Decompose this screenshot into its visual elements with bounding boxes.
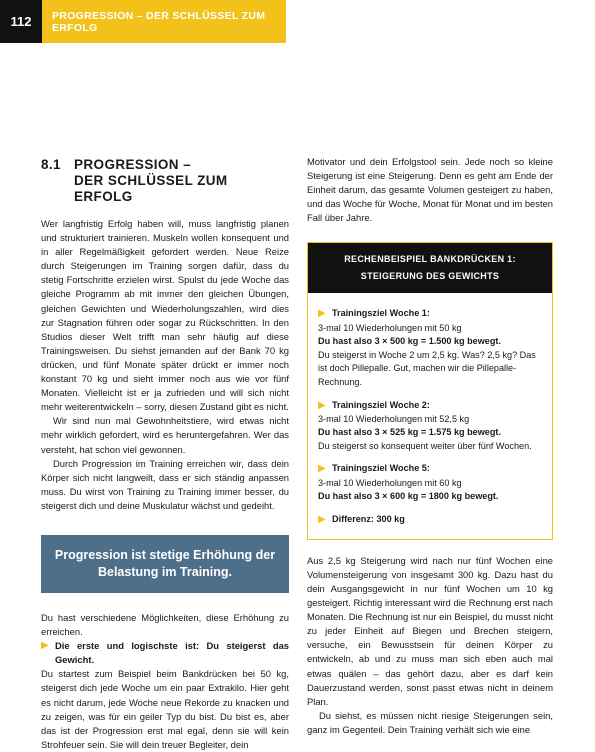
section-title-line1: PROGRESSION – xyxy=(74,157,191,172)
bullet-item xyxy=(41,639,289,667)
paragraph: Wer langfristig Erfolg haben will, muss langfristig planen und strukturiert trainieren. Muskeln wollen konsequent und in aller Regelmäßigkeit gefordert werden. Neue Reize durch Steigerungen im Training sorgen dafür, dass du stetig Fortschritte erzielen wirst. Spulst du jede Woche das gleiche Programm ab mit immer den gleichen Übungen, gleichen Gewichten und Wiederholungszahlen, wird dies zur Stagnation führen oder sogar zu Rückschritten. In den Studios dieser Welt trifft man sehr häufig auf diese Trainingsweisen. Du siehst jemanden auf der Bank 70 kg drücken, und fünf Monate später drückt er immer noch konstant 70 kg und sieht immer noch aus wie vor fünf Monaten. Vielleicht ist er ja zufrieden und will sich nicht mehr weiterentwickeln – sorry, diesen Zustand gibt es nicht. xyxy=(41,218,289,413)
example-box-title-line1: RECHENBEISPIEL BANKDRÜCKEN 1: xyxy=(344,254,516,265)
example-item xyxy=(318,399,544,454)
example-item-line: 3-mal 10 Wiederholungen mit 50 kg xyxy=(318,322,462,333)
paragraph: Aus 2,5 kg Steigerung wird nach nur fünf Wochen eine Volumensteigerung von insgesamt 300 kg. Dazu hast du dein Ausgangsgewicht in nur fünf Wochen um 10 kg gesteigert. Richtig interessant wird die Rechnung erst nach Monaten. Die Rechnung ist nur ein Beispiel, du musst nicht zu jeder Einheit auf Biegen und Brechen steigern, versuche, ein Bewusstsein für deinen Körper zu entwickeln, ab und zu muss man sich eben auch mal etwas quälen – das gehört dazu, aber es darf kein Dauerzustand werden, sonst passt etwas nicht in deinem Plan. xyxy=(307,554,553,707)
page-number: 112 xyxy=(0,0,42,43)
paragraph: Du startest zum Beispiel beim Bankdrücken bei 50 kg, steigerst dich jede Woche um ein paar Extrakilo. Hier geht es nicht darum, jede Woche neue Rekorde zu knacken und zu zeigen, was für ein geiler Typ du bist. Du bist es, aber das ist der Progression erst mal egal, denn sie will kein Strohfeuer sein. Sie will dein treuer Begleiter, dein xyxy=(41,668,289,750)
triangle-right-icon: ▶ xyxy=(318,308,326,320)
running-title: PROGRESSION – DER SCHLÜSSEL ZUM ERFOLG xyxy=(42,0,286,43)
right-column xyxy=(307,155,553,737)
left-column xyxy=(41,155,289,752)
triangle-right-icon: ▶ xyxy=(41,640,49,652)
paragraph: Durch Progression im Training erreichen wir, dass dein Körper sich nicht langweilt, dass er sich ständig anpassen muss. Du wirst von Training zu Training immer besser, du steigerst dich und deine Muskulatur wächst und gedeiht. xyxy=(41,457,289,511)
example-box xyxy=(307,242,553,539)
example-item-result: Du hast also 3 × 600 kg = 1800 kg bewegt. xyxy=(318,491,499,502)
triangle-right-icon: ▶ xyxy=(318,513,326,525)
paragraph: Wir sind nun mal Gewohnheitstiere, wird etwas nicht mehr wirklich gefordert, wird es heruntergefahren. Wer das versteht, hat schon viel gewonnen. xyxy=(41,415,289,455)
example-box-body xyxy=(308,293,552,538)
example-item xyxy=(318,462,544,503)
triangle-right-icon: ▶ xyxy=(318,463,326,475)
example-item-line: 3-mal 10 Wiederholungen mit 60 kg xyxy=(318,477,462,488)
example-item-line: 3-mal 10 Wiederholungen mit 52,5 kg xyxy=(318,413,470,424)
section-title-line2: DER SCHLÜSSEL ZUM ERFOLG xyxy=(74,173,228,204)
example-item-head: Trainingsziel Woche 5: xyxy=(332,463,430,474)
paragraph: Motivator und dein Erfolgstool sein. Jede noch so kleine Steigerung ist eine Steigerung. Denn es geht am Ende der Einheit darum, das gesamte Volumen gesteigert zu haben, und das Woche für Woche, Monat für Monat und im besten Fall über Jahre. xyxy=(307,156,553,224)
paragraph: Du siehst, es müssen nicht riesige Steigerungen sein, ganz im Gegenteil. Dein Training verhält sich wie eine xyxy=(307,709,553,735)
paragraph: Du hast verschiedene Möglichkeiten, diese Erhöhung zu erreichen. xyxy=(41,611,289,638)
callout-box: Progression ist stetige Erhöhung der Belastung im Training. xyxy=(41,535,289,593)
example-item xyxy=(318,307,544,389)
page-header xyxy=(0,0,286,43)
section-number: 8.1 xyxy=(41,157,61,172)
example-box-title-line2: STEIGERUNG DES GEWICHTS xyxy=(360,271,500,282)
example-item-result: Du hast also 3 × 500 kg = 1.500 kg bewegt. xyxy=(318,336,501,347)
example-item-result: Du hast also 3 × 525 kg = 1.575 kg bewegt. xyxy=(318,427,501,438)
example-box-header xyxy=(308,243,552,293)
example-item-note: Du steigerst so konsequent weiter über fünf Wochen. xyxy=(318,440,532,451)
example-item xyxy=(318,513,544,527)
example-item-head: Differenz: 300 kg xyxy=(332,513,405,524)
example-item-note: Du steigerst in Woche 2 um 2,5 kg. Was? 2,5 kg? Das ist doch Pillepalle. Gut, machen wir die Pillepalle-Rechnung. xyxy=(318,349,536,387)
section-heading xyxy=(41,157,289,205)
example-item-head: Trainingsziel Woche 1: xyxy=(332,308,430,319)
triangle-right-icon: ▶ xyxy=(318,399,326,411)
example-item-head: Trainingsziel Woche 2: xyxy=(332,399,430,410)
bullet-text: Die erste und logischste ist: Du steigerst das Gewicht. xyxy=(55,640,289,666)
